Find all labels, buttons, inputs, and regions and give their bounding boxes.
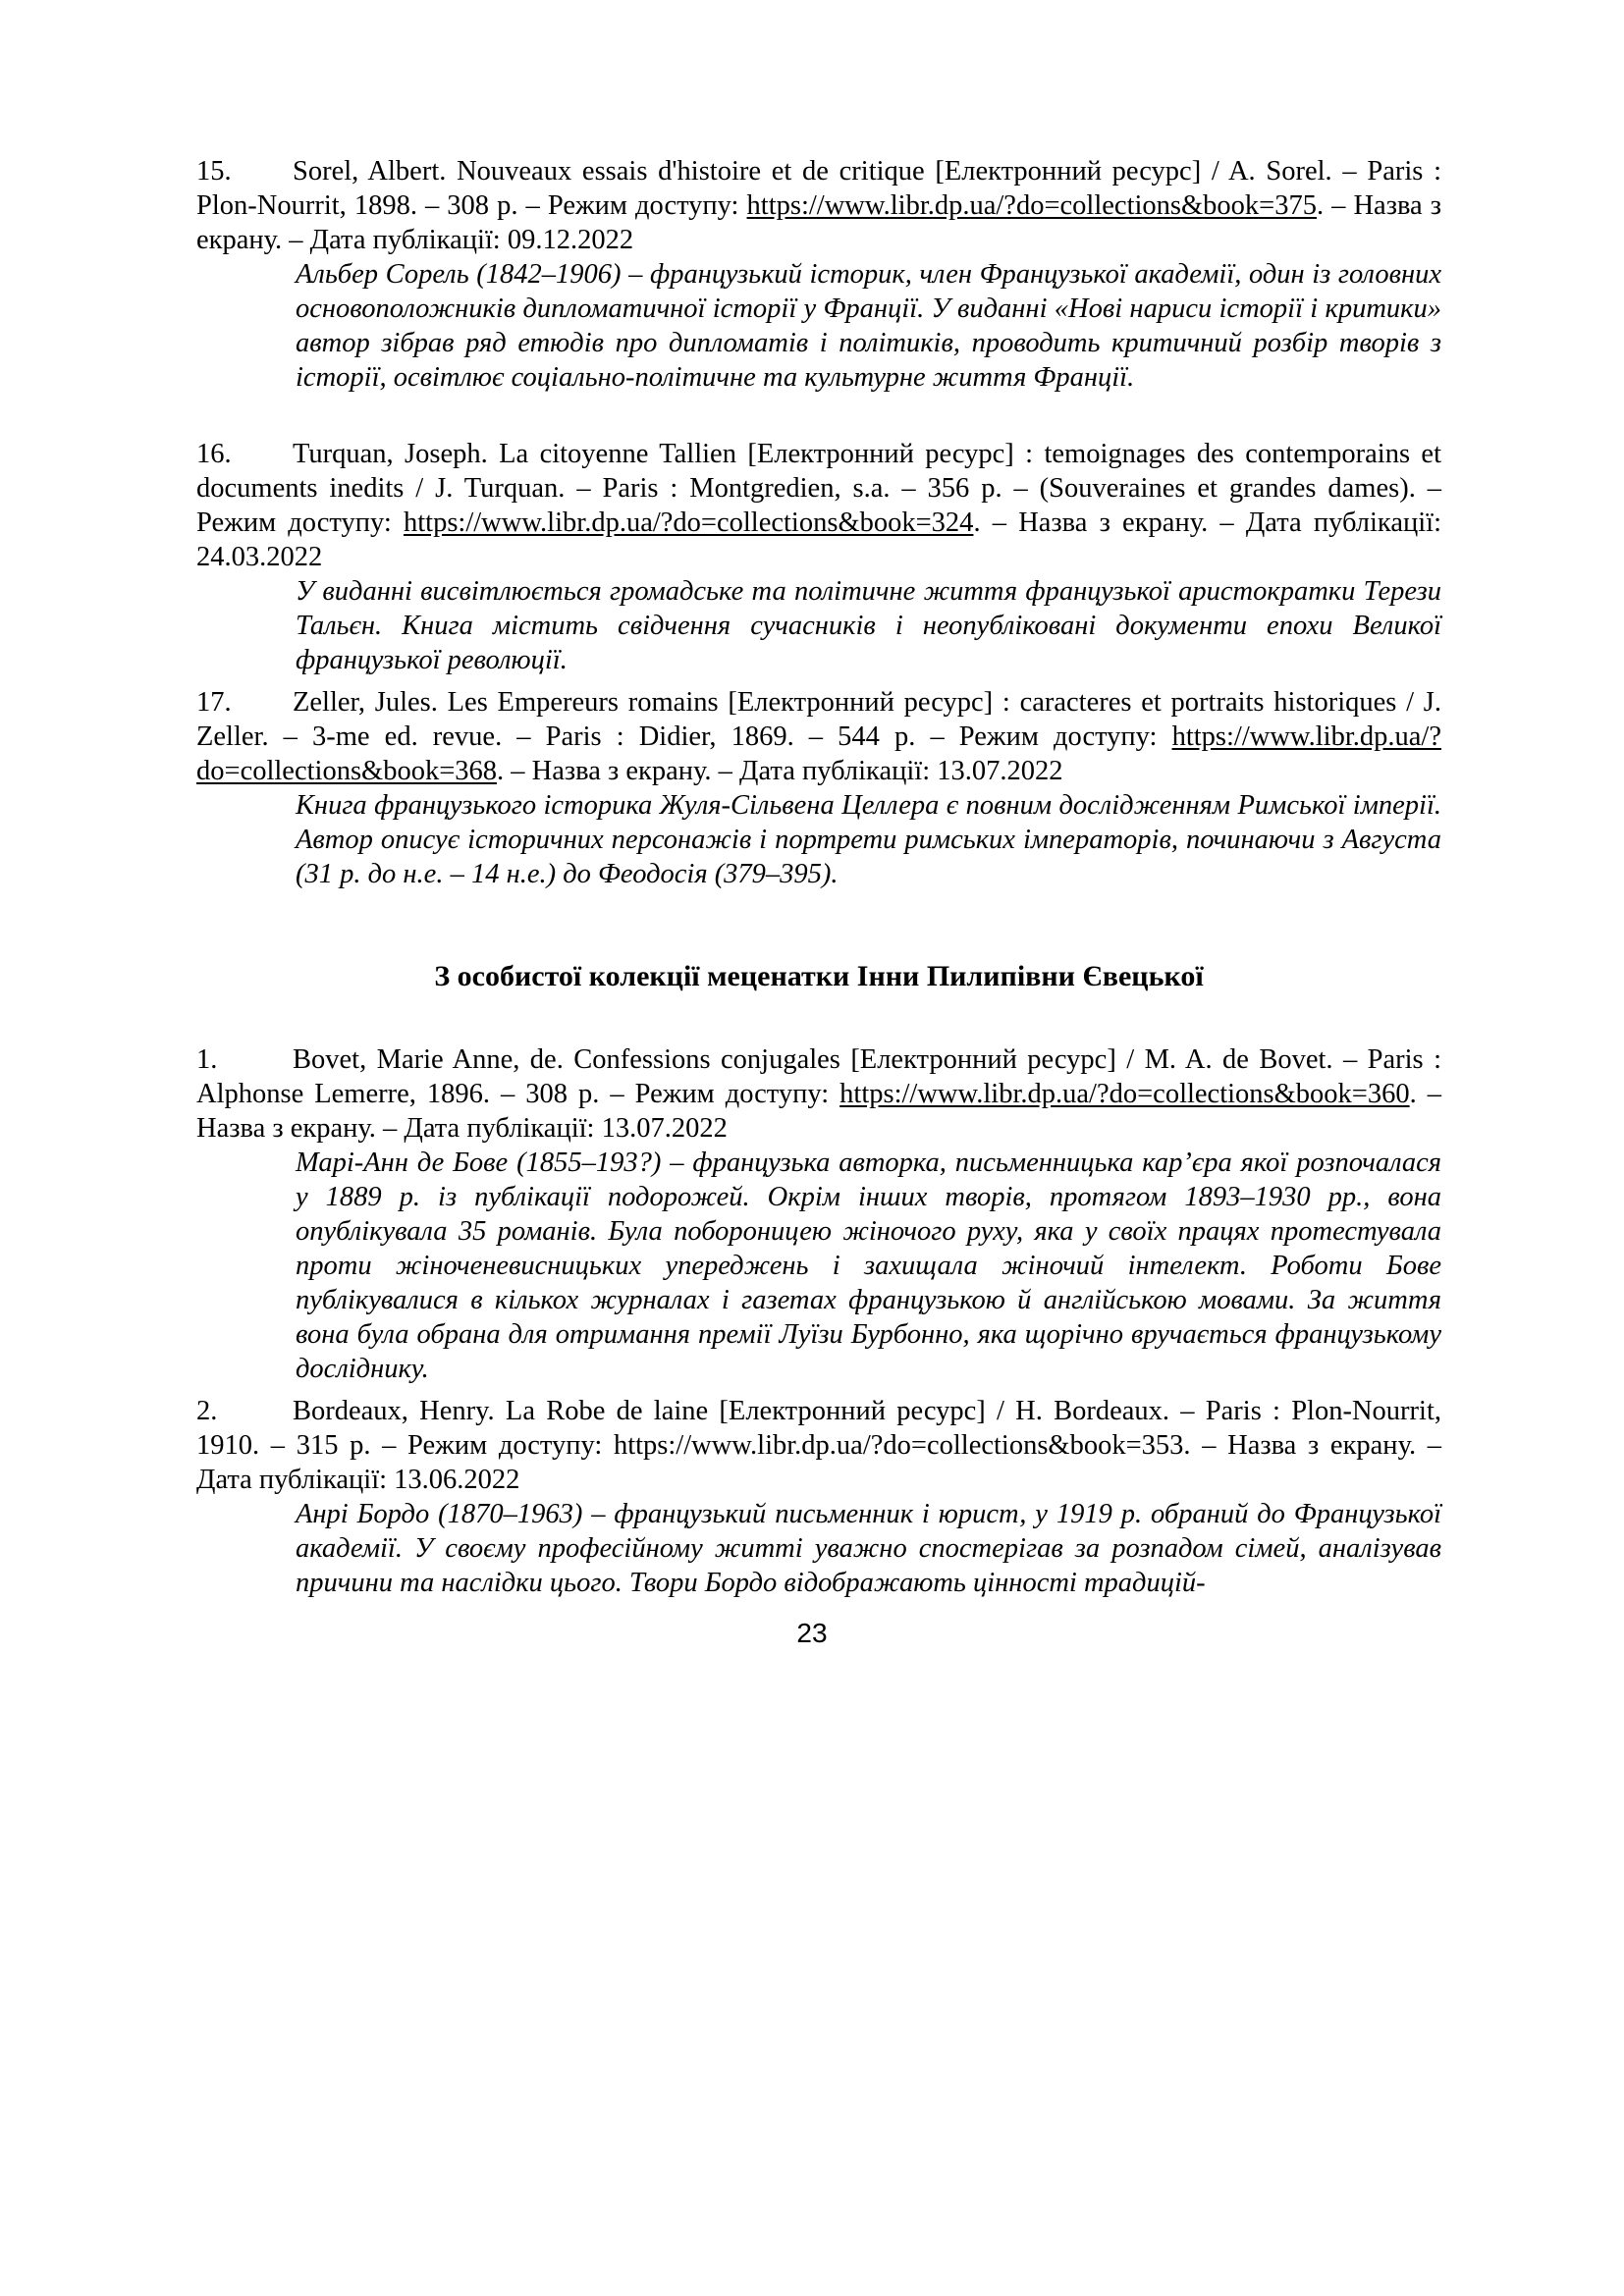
citation-text: Zeller, Jules. Les Empereurs romains [Електронний ресурс] : caracteres et portraits historiques / J. Zeller. – 3-me ed. revue. – Paris : Didier, 1869. – 544 p. – Режим доступу: bbox=[196, 687, 1441, 752]
citation-tail: . – Назва з екрану. – Дата публікації: 09.12.2022 bbox=[196, 190, 1441, 255]
citation-tail: . – Назва з екрану. – Дата публікації: 24.03.2022 bbox=[196, 507, 1441, 572]
resource-link[interactable]: https://www.libr.dp.ua/?do=collections&book=368 bbox=[196, 721, 1441, 786]
citation-tail: . – Назва з екрану. – Дата публікації: 13.07.2022 bbox=[497, 756, 1063, 786]
entry-annotation: Марі-Анн де Бове (1855–193?) – французька авторка, письменницька кар’єра якої розпочалася у 1889 р. із публікації подорожей. Окрім інших творів, протягом 1893–1930 рр., вона опублікувала 35 романів. Була побороницею жіночого руху, яка у своїх працях протестувала проти жіноченевисницьких упереджень і захищала жіночий інтелект. Роботи Бове публікувалися в кількох журналах і газетах французькою й англійською мовами. За життя вона була обрана для отримання премії Луїзи Бурбонно, яка щорічно вручається французькому досліднику. bbox=[296, 1148, 1441, 1384]
bibliography-entry bbox=[196, 154, 1441, 395]
bibliography-citation bbox=[196, 1042, 1441, 1146]
entry-number: 15. bbox=[196, 156, 232, 187]
bibliography-citation bbox=[196, 685, 1441, 788]
entry-number: 1. bbox=[196, 1044, 218, 1075]
citation-text: Sorel, Albert. Nouveaux essais d'histoire et de critique [Електронний ресурс] / A. Sorel. – Paris : Plon-Nourrit, 1898. – 308 p. – Режим доступу: bbox=[196, 156, 1441, 221]
bibliography-entry bbox=[196, 685, 1441, 891]
entry-number: 17. bbox=[196, 687, 232, 718]
citation-text: Bordeaux, Henry. La Robe de laine [Електронний ресурс] / H. Bordeaux. – Paris : Plon-Nourrit, 1910. – 315 p. – Режим доступу: https://www.libr.dp.ua/?do=collections&book=353. – Назва з екрану. – Дата публікації: 13.06.2022 bbox=[196, 1396, 1441, 1495]
citation-text: Turquan, Joseph. La citoyenne Tallien [Електронний ресурс] : temoignages des contemporains et documents inedits / J. Turquan. – Paris : Montgredien, s.a. – 356 p. – (Souveraines et grandes dames). – Режим доступу: bbox=[196, 439, 1441, 538]
citation-tail: . – Назва з екрану. – Дата публікації: 13.07.2022 bbox=[196, 1079, 1441, 1144]
entry-annotation: Книга французького історика Жуля-Сільвена Целлера є повним дослідженням Римської імперії. Автор описує історичних персонажів і портрети римських імператорів, починаючи з Августа (31 р. до н.е. – 14 н.е.) до Феодосія (379–395). bbox=[296, 790, 1441, 889]
bibliography-citation bbox=[196, 437, 1441, 574]
entry-annotation: Анрі Бордо (1870–1963) – французький письменник і юрист, у 1919 р. обраний до Французької академії. У своєму професійному житті уважно спостерігав за розпадом сімей, аналізував причини та наслідки цього. Твори Бордо відображають цінності традицій- bbox=[296, 1499, 1441, 1598]
entry-annotation: Альбер Сорель (1842–1906) – французький історик, член Французької академії, один із головних основоположників дипломатичної історії у Франції. У виданні «Нові нариси історії і критики» автор зібрав ряд етюдів про дипломатів і політиків, проводить критичний розбір творів з історії, освітлює соціально-політичне та культурне життя Франції. bbox=[296, 259, 1441, 393]
page-number: 23 bbox=[796, 1618, 828, 1648]
entry-number: 16. bbox=[196, 439, 232, 469]
resource-link[interactable]: https://www.libr.dp.ua/?do=collections&book=324 bbox=[403, 507, 974, 538]
bibliography-entry bbox=[196, 1042, 1441, 1386]
bibliography-citation bbox=[196, 1394, 1441, 1497]
citation-text: Bovet, Marie Anne, de. Confessions conjugales [Електронний ресурс] / M. A. de Bovet. – Paris : Alphonse Lemerre, 1896. – 308 p. – Режим доступу: bbox=[196, 1044, 1441, 1109]
entry-number: 2. bbox=[196, 1396, 218, 1426]
section-heading: З особистої колекції меценатки Інни Пилипівни Євецької bbox=[434, 960, 1204, 992]
bibliography-entry bbox=[196, 437, 1441, 677]
bibliography-citation bbox=[196, 154, 1441, 257]
bibliography-entry bbox=[196, 1394, 1441, 1600]
entry-annotation: У виданні висвітлюється громадське та політичне життя французької аристократки Терези Тальєн. Книга містить свідчення сучасників і неопубліковані документи епохи Великої французької революції. bbox=[296, 576, 1441, 675]
resource-link[interactable]: https://www.libr.dp.ua/?do=collections&book=375 bbox=[746, 190, 1317, 221]
resource-link[interactable]: https://www.libr.dp.ua/?do=collections&book=360 bbox=[839, 1079, 1410, 1109]
